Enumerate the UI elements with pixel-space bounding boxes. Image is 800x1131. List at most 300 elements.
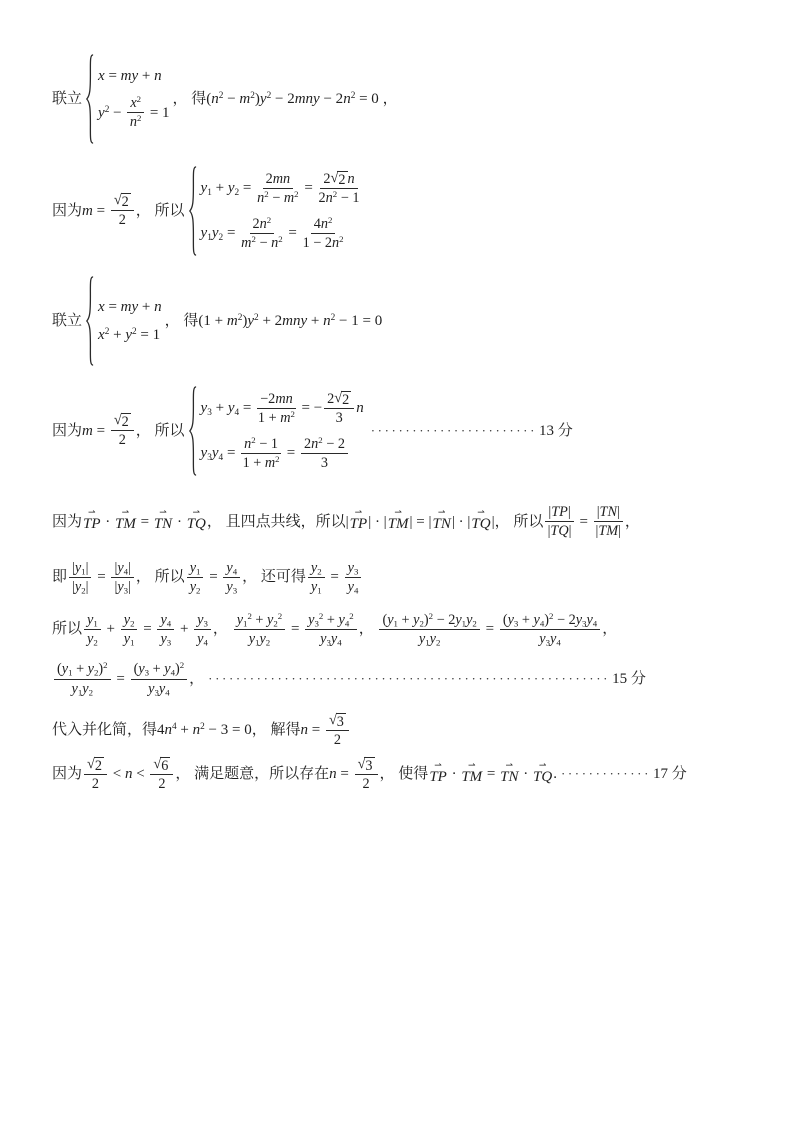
superscript: 2 — [254, 312, 259, 323]
math-variable: y — [507, 611, 514, 628]
math-variable: y — [533, 611, 540, 628]
radicand — [160, 757, 170, 773]
math-variable: y — [160, 611, 167, 628]
math-variable: m — [226, 312, 238, 329]
square-root — [329, 713, 346, 729]
math-symbol: + — [138, 68, 155, 85]
radical-icon: √ — [334, 389, 343, 406]
vector — [533, 760, 553, 786]
fraction-denominator — [119, 431, 126, 448]
math-symbol: = — [307, 722, 324, 739]
math-expression — [553, 765, 557, 784]
subscript: 2 — [265, 637, 271, 648]
math-expression — [320, 631, 342, 647]
math-symbol: 2 — [158, 775, 166, 792]
fraction — [241, 436, 281, 472]
superscript: 2 — [136, 94, 142, 105]
math-expression — [301, 179, 317, 198]
subscript: 3 — [582, 618, 587, 629]
fraction — [84, 757, 107, 793]
vector-name — [433, 517, 451, 533]
math-expression — [134, 661, 185, 677]
math-symbol: 2 — [323, 170, 331, 187]
math-variable: y — [200, 225, 208, 241]
fraction-numerator — [84, 757, 107, 775]
math-symbol: | — [345, 513, 349, 530]
cases-rows — [201, 166, 362, 256]
math-expression — [160, 612, 171, 628]
math-expression — [226, 579, 237, 595]
fraction-denominator — [226, 578, 237, 595]
math-variable: y — [123, 611, 131, 628]
math-variable: n — [257, 190, 265, 207]
math-expression — [576, 513, 592, 532]
superscript: 2 — [318, 434, 323, 445]
math-symbol: = — [483, 766, 500, 783]
subscript: 2 — [218, 232, 224, 243]
math-expression — [72, 681, 94, 697]
math-expression — [72, 560, 88, 576]
fraction — [500, 612, 600, 648]
fraction-denominator — [419, 630, 441, 647]
fraction — [305, 612, 357, 648]
math-symbol: − 1 — [255, 435, 279, 452]
fraction — [379, 612, 479, 648]
math-expression — [410, 513, 432, 532]
cases-row — [201, 436, 350, 472]
fraction-numerator — [324, 391, 354, 409]
math-expression — [321, 455, 328, 471]
math-symbol: + — [102, 621, 119, 637]
fraction-denominator — [243, 454, 280, 471]
math-symbol: + — [251, 611, 268, 628]
fraction-numerator — [263, 171, 294, 189]
math-variable: TM — [598, 523, 619, 540]
subscript: 4 — [353, 585, 359, 596]
math-symbol: + — [323, 611, 339, 628]
math-expression — [382, 612, 476, 628]
math-variable: mn — [275, 390, 293, 407]
math-symbol: ) — [98, 661, 104, 678]
square-root — [153, 757, 170, 773]
math-symbol: (1 + — [198, 312, 227, 329]
fraction-denominator — [130, 113, 142, 130]
vector-arrow-icon: ⇀ — [354, 508, 363, 518]
superscript: 2 — [277, 610, 283, 621]
math-symbol: = — [139, 621, 156, 637]
math-variable: y — [429, 630, 436, 647]
math-variable: y — [197, 611, 204, 628]
math-symbol: = − — [297, 400, 323, 417]
dotted-leader: ·························································· — [208, 671, 611, 686]
fraction — [157, 612, 174, 648]
math-expression — [258, 410, 295, 426]
math-variable: TM — [461, 768, 483, 785]
math-symbol: | — [85, 579, 89, 596]
math-symbol: = — [239, 400, 256, 417]
text: ， — [212, 621, 232, 637]
radicand — [121, 413, 131, 429]
math-symbol: ) — [423, 611, 429, 628]
math-symbol: . — [553, 766, 557, 783]
fraction — [308, 560, 325, 596]
text: ， 使得 — [379, 766, 429, 783]
math-symbol: − 2 — [433, 611, 456, 628]
fraction-numerator — [131, 661, 188, 679]
math-variable: y — [259, 90, 267, 107]
vector-arrow-icon: ⇀ — [394, 508, 402, 518]
math-expression — [201, 224, 240, 243]
math-variable: n — [192, 722, 201, 739]
math-variable: y — [539, 630, 546, 647]
left-brace-icon — [85, 54, 94, 144]
math-expression — [113, 670, 129, 689]
math-expression — [176, 620, 192, 639]
vector-name — [350, 517, 368, 533]
radical-icon: √ — [113, 412, 122, 429]
fraction-denominator — [596, 522, 622, 539]
text: 即 — [52, 569, 68, 586]
math-expression — [327, 391, 334, 407]
math-symbol: = 1 — [146, 104, 170, 121]
fraction-denominator — [190, 578, 201, 595]
math-expression — [452, 513, 471, 532]
fraction — [69, 560, 91, 596]
math-variable: n — [244, 435, 252, 452]
math-variable: y — [236, 611, 244, 628]
math-variable: m — [82, 422, 93, 439]
math-expression — [308, 612, 354, 628]
text: 代入并化简，得 — [52, 722, 158, 739]
fraction-denominator — [311, 578, 322, 595]
math-expression — [95, 759, 102, 773]
superscript: 2 — [327, 214, 333, 225]
radical-icon: √ — [357, 755, 366, 772]
math-variable: y — [418, 630, 426, 647]
cases-row — [201, 216, 346, 252]
vector — [83, 508, 101, 533]
math-expression — [114, 560, 130, 576]
math-symbol: · — [447, 766, 461, 783]
math-symbol: = 0 — [355, 90, 379, 107]
math-variable: y — [87, 611, 94, 628]
subscript: 4 — [592, 618, 598, 629]
math-symbol: 3 — [336, 714, 344, 730]
math-expression — [119, 432, 126, 448]
fraction-numerator — [150, 757, 173, 775]
fraction-denominator — [158, 775, 165, 792]
math-expression — [72, 579, 88, 595]
math-variable: y — [320, 630, 327, 647]
subscript: 4 — [344, 618, 350, 629]
math-variable: y — [123, 630, 131, 647]
fraction-numerator — [157, 612, 174, 630]
fraction — [84, 612, 101, 648]
vector — [349, 508, 368, 533]
vector — [471, 508, 491, 533]
subscript: 4 — [170, 667, 175, 678]
superscript: 2 — [251, 234, 256, 245]
square-root — [334, 391, 351, 407]
math-expression — [119, 212, 126, 228]
math-variable: y — [259, 630, 266, 647]
math-symbol: ( — [502, 611, 508, 628]
cases-row — [98, 298, 162, 317]
math-symbol: | — [114, 559, 118, 576]
subscript: 1 — [77, 687, 83, 698]
math-symbol: + — [397, 611, 414, 628]
math-expression — [124, 612, 135, 628]
math-symbol: = — [336, 766, 353, 783]
subscript: 4 — [234, 408, 240, 419]
superscript: 2 — [350, 90, 356, 101]
math-symbol: − 1 — [337, 190, 360, 207]
vector — [186, 508, 206, 533]
math-expression — [92, 776, 99, 792]
math-symbol: 2 — [252, 215, 260, 232]
math-variable: y — [117, 579, 124, 596]
math-expression — [190, 579, 201, 595]
math-variable: TM — [115, 516, 136, 532]
fraction-numerator — [500, 612, 600, 630]
vector-name — [533, 770, 552, 786]
subscript: 3 — [207, 408, 212, 419]
superscript: 2 — [318, 610, 324, 621]
math-variable: y — [200, 180, 208, 197]
math-variable: n — [154, 298, 162, 315]
fraction — [111, 193, 134, 229]
math-variable: n — [129, 114, 138, 131]
math-symbol: | · | — [368, 513, 387, 530]
subscript: 4 — [203, 637, 208, 648]
text: 因为 — [52, 422, 83, 439]
radical-icon: √ — [328, 712, 337, 728]
math-symbol: = — [284, 225, 301, 241]
math-expression — [124, 631, 135, 647]
square-root — [331, 171, 348, 187]
subscript: 2 — [435, 637, 441, 648]
math-symbol: − 2 — [553, 611, 576, 628]
math-expression — [342, 393, 349, 407]
math-expression — [237, 612, 283, 628]
subscript: 4 — [539, 618, 545, 629]
fraction-numerator — [111, 413, 134, 431]
math-expression — [260, 391, 293, 407]
math-symbol: = 1 — [136, 326, 161, 343]
math-variable: TN — [500, 768, 519, 785]
math-symbol: 2 — [338, 171, 346, 188]
math-variable: my — [120, 298, 139, 315]
math-variable: m — [239, 90, 251, 107]
vector-arrow-icon: ⇀ — [467, 760, 476, 771]
math-symbol: | = | — [409, 513, 432, 530]
subscript: 2 — [94, 667, 99, 678]
math-variable: y — [347, 579, 354, 596]
superscript: 2 — [275, 454, 280, 465]
math-variable: TN — [153, 516, 173, 532]
fraction-denominator — [348, 578, 359, 595]
math-symbol: 2 — [118, 432, 126, 449]
math-symbol: + — [109, 326, 126, 343]
math-symbol: 2 — [265, 170, 273, 187]
fraction — [121, 612, 138, 648]
fraction-numerator — [594, 504, 623, 522]
fraction — [241, 216, 282, 252]
fraction — [326, 713, 349, 749]
math-expression — [139, 620, 155, 639]
subscript: 2 — [234, 188, 240, 199]
math-symbol: 2 — [342, 391, 350, 408]
fraction-denominator — [334, 731, 341, 748]
fraction-numerator — [241, 436, 281, 454]
math-symbol: ) — [254, 90, 260, 107]
math-symbol: = — [104, 68, 121, 85]
math-symbol: − — [255, 234, 272, 251]
math-expression — [157, 721, 252, 740]
line-solve-n — [52, 713, 764, 749]
math-variable: y — [138, 661, 145, 678]
subscript: 1 — [68, 667, 73, 678]
math-variable: TQ — [533, 768, 553, 785]
vector-name — [115, 517, 136, 533]
text: 联立 — [52, 312, 83, 329]
vector-arrow-icon: ⇀ — [437, 508, 446, 518]
math-symbol: − 1 = 0 — [335, 312, 383, 329]
cases-row — [98, 67, 162, 86]
math-expression — [482, 620, 498, 639]
radical-icon: √ — [153, 755, 162, 772]
subscript: 4 — [166, 618, 172, 629]
fraction — [150, 757, 173, 793]
math-expression — [365, 759, 372, 773]
math-expression — [483, 765, 499, 784]
superscript: 2 — [294, 189, 299, 200]
math-variable: y — [197, 630, 204, 647]
math-variable: m — [280, 410, 291, 427]
math-expression — [82, 422, 109, 441]
fraction-numerator — [54, 661, 111, 679]
math-expression — [103, 620, 119, 639]
math-expression — [137, 513, 153, 532]
fraction-numerator — [187, 560, 204, 578]
math-expression — [201, 444, 240, 463]
math-symbol: = — [92, 422, 109, 439]
math-variable: y — [71, 680, 78, 697]
math-variable: y — [338, 611, 345, 628]
math-symbol: = — [300, 180, 317, 197]
text: ， 解得 — [251, 722, 301, 739]
dotted-leader: ············· — [560, 766, 652, 782]
vector-arrow-icon: ⇀ — [477, 508, 485, 518]
math-symbol: = — [287, 621, 304, 637]
math-symbol: + — [211, 400, 228, 417]
fraction-numerator — [194, 612, 211, 630]
math-symbol: 2 — [91, 775, 100, 792]
square-root — [358, 757, 375, 773]
fraction-numerator — [84, 612, 101, 630]
superscript: 4 — [172, 722, 177, 733]
subscript: 2 — [130, 618, 135, 629]
vector-arrow-icon: ⇀ — [505, 760, 514, 771]
math-symbol: 2 — [333, 732, 341, 749]
math-symbol: ( — [206, 90, 212, 107]
math-symbol: + — [72, 661, 88, 678]
math-expression — [314, 216, 333, 232]
fraction — [111, 413, 134, 449]
math-symbol: | — [85, 559, 89, 576]
fraction-denominator — [548, 522, 572, 539]
math-symbol: −2 — [260, 390, 276, 407]
line-vector-collinear — [52, 504, 764, 540]
math-variable: y — [158, 680, 166, 697]
line-circle-system — [52, 276, 764, 366]
math-expression — [87, 631, 98, 647]
math-symbol: | — [616, 504, 620, 520]
math-expression — [114, 579, 130, 595]
math-expression — [539, 631, 561, 647]
subscript: 4 — [165, 687, 170, 698]
math-expression — [98, 104, 125, 123]
fraction-denominator — [197, 630, 208, 647]
math-variable: y — [125, 326, 132, 343]
math-variable: x — [98, 68, 105, 85]
text: ， — [378, 90, 398, 107]
math-symbol: ( — [382, 611, 388, 628]
square-root — [114, 193, 131, 209]
text: 17 分 — [653, 766, 687, 783]
math-variable: TN — [599, 504, 617, 520]
fraction-numerator — [320, 171, 357, 189]
math-variable: n — [164, 722, 173, 739]
math-variable: y — [310, 559, 318, 576]
math-symbol: | — [595, 523, 599, 540]
math-symbol: + — [176, 621, 193, 637]
text: 因为 — [52, 766, 83, 783]
fraction-numerator — [223, 560, 240, 578]
math-variable: y — [87, 630, 94, 647]
vector-arrow-icon: ⇀ — [121, 508, 130, 518]
text: ， 所以 — [494, 513, 544, 530]
cases-system — [188, 386, 364, 476]
fraction-numerator — [111, 560, 133, 578]
math-expression — [201, 179, 256, 198]
math-expression — [205, 568, 221, 587]
vector — [115, 508, 136, 533]
math-symbol: 1 + — [257, 410, 281, 427]
radical-icon: √ — [87, 755, 95, 772]
math-symbol: ( — [133, 661, 139, 678]
line-ratio-equalities — [52, 560, 764, 596]
fraction — [223, 560, 240, 596]
math-symbol: · — [173, 513, 186, 530]
subscript: 4 — [123, 566, 129, 577]
math-symbol: 3 — [365, 757, 373, 774]
math-variable: y — [267, 611, 274, 628]
text: ， 且四点共线，所以 — [206, 513, 346, 530]
math-expression — [158, 776, 165, 792]
math-variable: y — [98, 104, 105, 121]
math-expression — [244, 436, 278, 452]
superscript: 2 — [237, 312, 243, 323]
fraction — [111, 560, 133, 596]
left-brace-icon — [188, 166, 197, 256]
cases-rows — [98, 276, 162, 366]
fraction-numerator — [250, 216, 275, 234]
vector-name — [429, 770, 447, 786]
math-symbol: 2 — [121, 414, 129, 431]
math-symbol: | — [596, 504, 600, 520]
math-symbol: 6 — [161, 757, 169, 774]
